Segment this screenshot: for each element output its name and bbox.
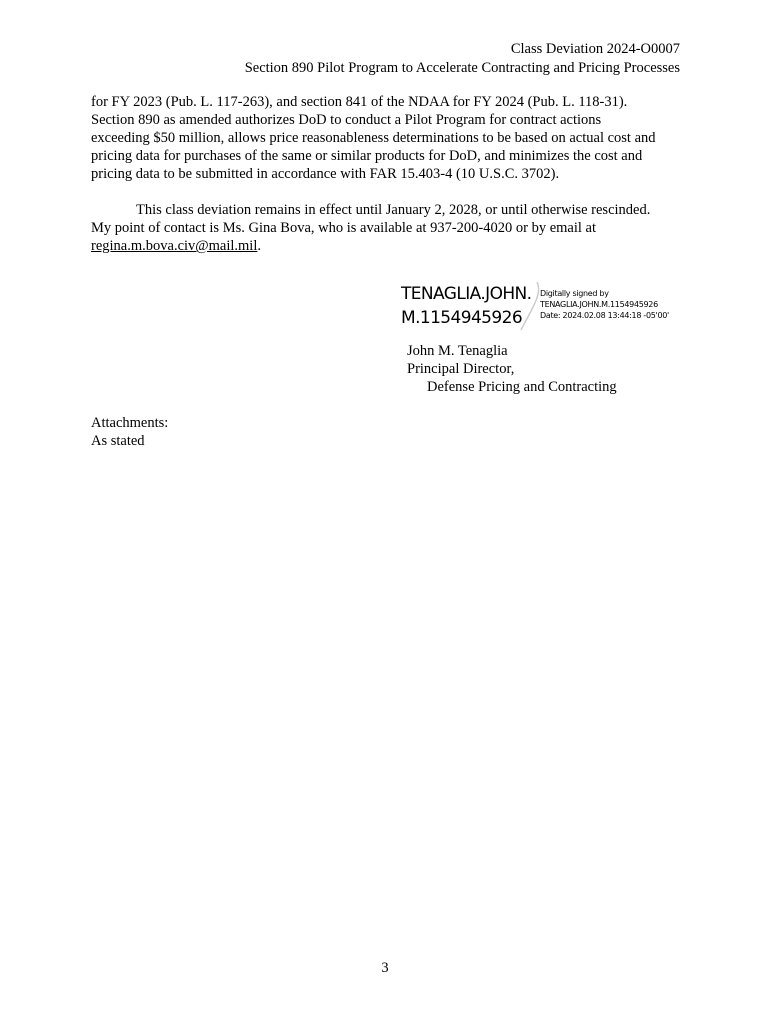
digital-signature-block[interactable]	[401, 282, 691, 332]
paragraph-1-line: pricing data to be submitted in accordance with FAR 15.403-4 (10 U.S.C. 3702).	[91, 166, 560, 182]
signature-name-line-1: TENAGLIA.JOHN.	[401, 284, 532, 304]
signer-office: Defense Pricing and Contracting	[427, 379, 617, 395]
signature-details	[540, 288, 669, 321]
signer-name: John M. Tenaglia	[407, 343, 508, 359]
body-paragraph-1	[91, 93, 691, 183]
signature-stroke-icon	[513, 280, 543, 332]
signer-block	[407, 342, 617, 396]
signature-meta-label: Digitally signed by	[540, 289, 609, 298]
paragraph-2-line: My point of contact is Ms. Gina Bova, who is available at 937-200-4020 or by email at	[91, 220, 596, 236]
attachments-block	[91, 414, 168, 450]
header-deviation-title: Section 890 Pilot Program to Accelerate Contracting and Pricing Processes	[244, 60, 680, 76]
attachments-value: As stated	[91, 433, 145, 449]
body-paragraph-2	[91, 201, 691, 255]
paragraph-1-line: pricing data for purchases of the same or similar products for DoD, and minimizes the cost and	[91, 148, 643, 164]
signature-name	[401, 282, 531, 330]
signature-name-line-2: M.1154945926	[401, 308, 523, 328]
paragraph-1-line: for FY 2023 (Pub. L. 117-263), and section 841 of the NDAA for FY 2024 (Pub. L. 118-31).	[91, 94, 628, 110]
paragraph-2-line	[91, 237, 691, 255]
signature-meta-signer: TENAGLIA.JOHN.M.1154945926	[540, 300, 658, 309]
paragraph-1-line: Section 890 as amended authorizes DoD to conduct a Pilot Program for contract actions	[91, 112, 602, 128]
header-deviation-number: Class Deviation 2024-O0007	[510, 41, 680, 57]
paragraph-2-line: This class deviation remains in effect until January 2, 2028, or until otherwise rescinded.	[136, 202, 651, 218]
paragraph-1-line: exceeding $50 million, allows price reasonableness determinations to be based on actual cost and	[91, 130, 656, 146]
attachments-label: Attachments:	[91, 415, 169, 431]
email-suffix: .	[257, 238, 261, 254]
signature-meta-date: Date: 2024.02.08 13:44:18 -05'00'	[540, 311, 669, 320]
contact-email-link[interactable]: regina.m.bova.civ@mail.mil	[91, 238, 258, 254]
signer-title: Principal Director,	[407, 361, 515, 377]
page-number: 3	[381, 960, 389, 976]
